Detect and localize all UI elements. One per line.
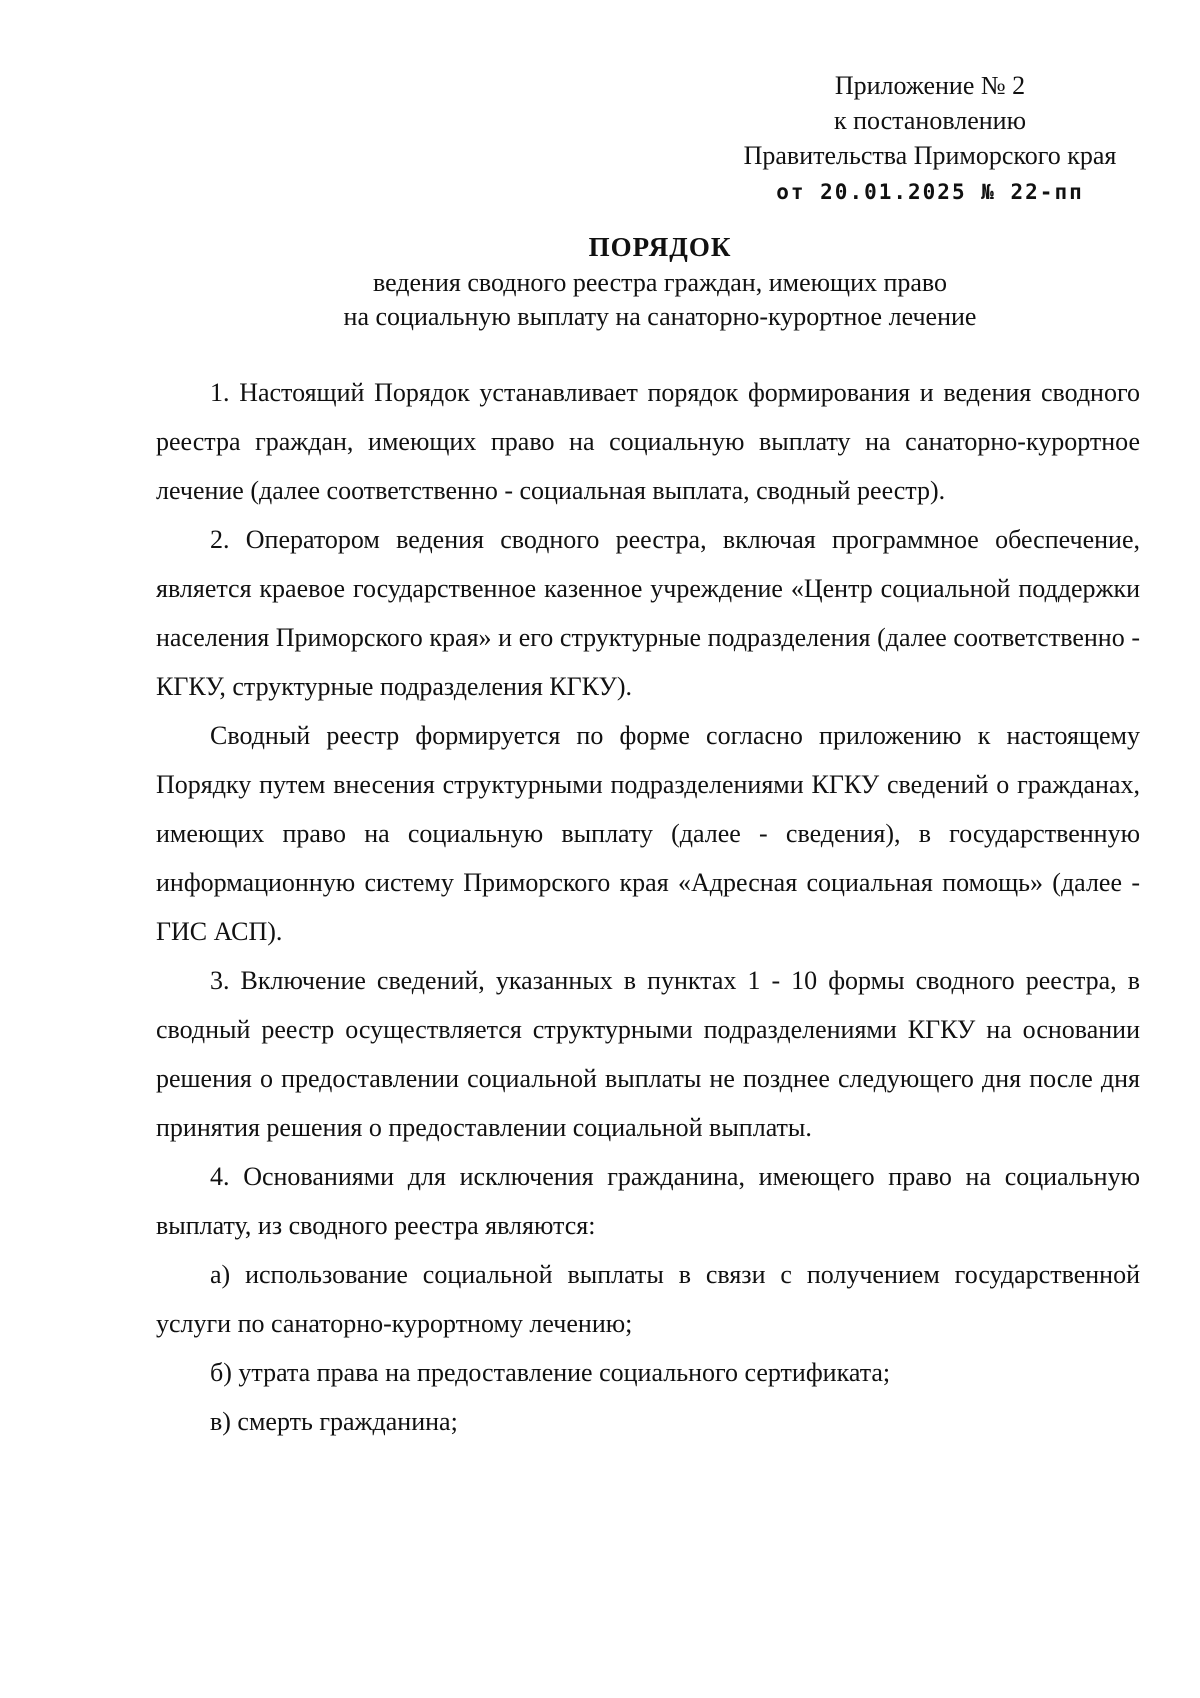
appendix-header	[720, 68, 1140, 210]
paragraph-4-item-b: б) утрата права на предоставление социального сертификата;	[210, 1358, 891, 1387]
resolution-date-number: от 20.01.2025 № 22-пп	[776, 180, 1084, 204]
paragraph-4-item-a: а) использование социальной выплаты в связи с получением государственной услуги по санаторно-курортному лечению;	[156, 1260, 1140, 1338]
paragraph-3: 3. Включение сведений, указанных в пунктах 1 - 10 формы сводного реестра, в сводный реестр осуществляется структурными подразделениями КГКУ на основании решения о предоставлении социальной выплаты не позднее следующего дня после дня принятия решения о предоставлении социальной выплаты.	[156, 966, 1140, 1142]
document-body	[156, 368, 1140, 1446]
paragraph-4-item-c: в) смерть гражданина;	[210, 1407, 458, 1436]
appendix-government: Правительства Приморского края	[743, 141, 1117, 170]
paragraph-2-continued: Сводный реестр формируется по форме согласно приложению к настоящему Порядку путем внесения структурными подразделениями КГКУ сведений о гражданах, имеющих право на социальную выплату (далее - сведения), в государственную информационную систему Приморского края «Адресная социальная помощь» (далее - ГИС АСП).	[156, 721, 1140, 946]
document-subtitle-line-2: на социальную выплату на санаторно-курортное лечение	[343, 302, 977, 331]
document-title-block	[160, 230, 1160, 334]
appendix-number: Приложение № 2	[834, 71, 1026, 100]
paragraph-1: 1. Настоящий Порядок устанавливает порядок формирования и ведения сводного реестра граждан, имеющих право на социальную выплату на санаторно-курортное лечение (далее соответственно - социальная выплата, сводный реестр).	[156, 378, 1140, 505]
appendix-to-resolution: к постановлению	[833, 106, 1027, 135]
paragraph-2: 2. Оператором ведения сводного реестра, включая программное обеспечение, является краевое государственное казенное учреждение «Центр социальной поддержки населения Приморского края» и его структурные подразделения (далее соответственно - КГКУ, структурные подразделения КГКУ).	[156, 525, 1140, 701]
document-subtitle-line-1: ведения сводного реестра граждан, имеющих право	[372, 268, 948, 297]
document-title: ПОРЯДОК	[588, 232, 732, 262]
paragraph-4: 4. Основаниями для исключения гражданина, имеющего право на социальную выплату, из сводного реестра являются:	[156, 1162, 1140, 1240]
